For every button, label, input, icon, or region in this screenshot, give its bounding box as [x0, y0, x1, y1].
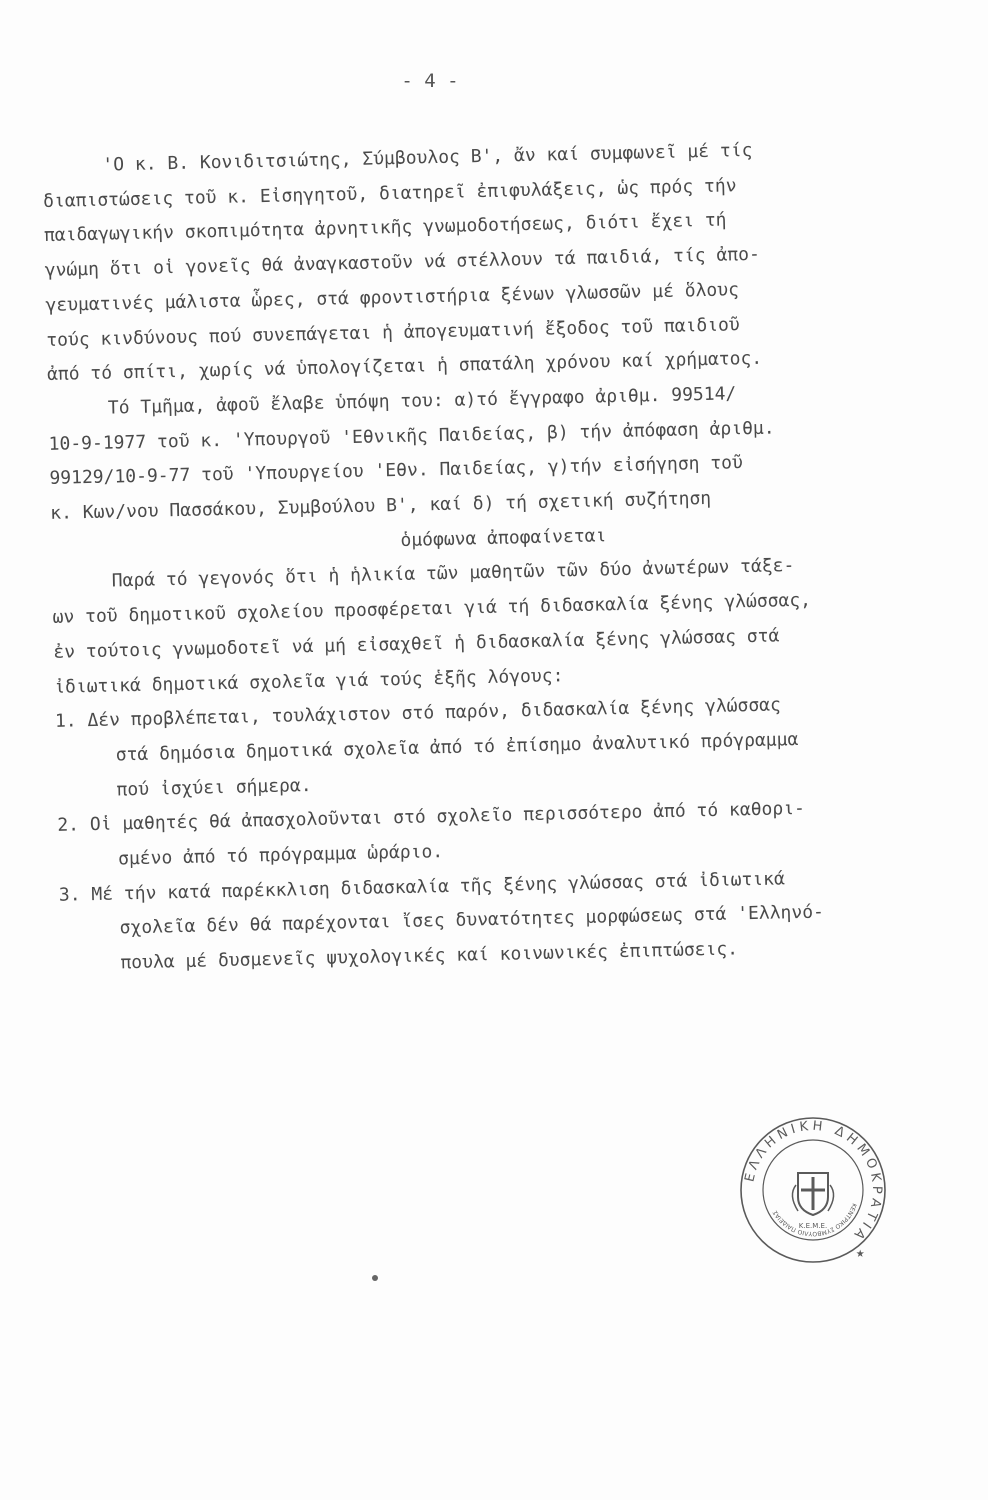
stamp-inner-text: ΚΕΝΤΡΙΚΟ ΣΥΜΒΟΥΛΙΟ ΠΑΙΔΕΙΑΣ [771, 1202, 858, 1238]
text-line: παιδαγωγικήν σκοπιμότητα ἀρνητικῆς γνωμοδοτήσεως, διότι ἔχει τή [43, 209, 727, 247]
page-number: - 4 - [401, 70, 459, 92]
text-line: 2. Οἱ μαθητές θά ἀπασχολοῦνται στό σχολεῖο περισσότερο ἀπό τό καθορι- [57, 798, 806, 837]
decision-heading: ὁμόφωνα ἀποφαίνεται [400, 525, 607, 551]
text-line: Τό Τμῆμα, ἀφοῦ ἔλαβε ὑπόψη του: α)τό ἔγγραφο ἀριθμ. 99514/ [107, 383, 737, 419]
text-line: σμένο ἀπό τό πρόγραμμα ὡράριο. [117, 841, 444, 870]
text-line: κ. Κων/νου Πασσάκου, Συμβούλου Β', καί δ) τή σχετική συζήτηση [50, 487, 712, 524]
text-line: διαπιστώσεις τοῦ κ. Εἰσηγητοῦ, διατηρεῖ ἐπιφυλάξεις, ὡς πρός τήν [42, 174, 737, 212]
cross-icon [801, 1177, 825, 1210]
text-line: 1. Δέν προβλέπεται, τουλάχιστον στό παρόν, διδασκαλία ξένης γλώσσας [54, 694, 782, 733]
text-line: 3. Μέ τήν κατά παρέκκλιση διδασκαλία τῆς ξένης γλώσσας στά ἰδιωτικά [58, 868, 786, 906]
text-line: γνώμη ὅτι οἱ γονεῖς θά ἀναγκαστοῦν νά στέλλουν τά παιδιά, τίς ἀπο- [44, 243, 761, 282]
text-line: Παρά τό γεγονός ὅτι ἡ ἡλικία τῶν μαθητῶν τῶν δύο ἀνωτέρων τάξε- [111, 555, 795, 592]
text-line: πουλα μέ δυσμενεῖς ψυχολογικές καί κοινωνικές ἐπιπτώσεις. [120, 938, 739, 974]
text-line: στά δημόσια δημοτικά σχολεῖα ἀπό τό ἐπίσημο ἀναλυτικό πρόγραμμα [115, 728, 799, 766]
document-body [42, 129, 966, 982]
text-line: 10-9-1977 τοῦ κ. 'Υπουργοῦ 'Εθνικῆς Παιδείας, β) τήν ἀπόφαση ἀριθμ. [48, 417, 775, 455]
list-item [59, 858, 966, 983]
star-icon: ★ [856, 1245, 865, 1261]
text-line: σχολεῖα δέν θά παρέχονται ἴσες δυνατότητες μορφώσεως στά 'Ελληνό- [119, 901, 825, 939]
text-line: πού ἰσχύει σήμερα. [116, 774, 312, 801]
text-line: 99129/10-9-77 τοῦ 'Υπουργείου 'Εθν. Παιδείας, γ)τήν εἰσήγηση τοῦ [49, 452, 744, 490]
text-line: ων τοῦ δημοτικοῦ σχολείου προσφέρεται γιά τή διδασκαλία ξένης γλώσσας, [52, 589, 812, 629]
text-line: ἰδιωτικά δημοτικά σχολεῖα γιά τούς ἑξῆς λόγους: [53, 664, 564, 698]
text-line: τούς κινδύνους πού συνεπάγεται ἡ ἀπογευματινή ἔξοδος τοῦ παιδιοῦ [46, 313, 740, 351]
list-item [55, 685, 962, 810]
text-line: γευματινές μάλιστα ὧρες, στά φροντιστήρια ξένων γλωσσῶν μέ ὅλους [45, 279, 740, 316]
text-line: ἐν τούτοις γνωμοδοτεῖ νά μή εἰσαχθεῖ ἡ διδασκαλία ξένης γλώσσας στά [53, 625, 780, 663]
stamp-ring-text: ΕΛΛΗΝΙΚΗ ΔΗΜΟΚΡΑΤΙΑ [742, 1118, 885, 1245]
ink-dot [372, 1275, 378, 1281]
text-line: 'Ο κ. Β. Κονιδιτσιώτης, Σύμβουλος Β', ἄν καί συμφωνεῖ μέ τίς [102, 139, 753, 176]
text-line: ἀπό τό σπίτι, χωρίς νά ὑπολογίζεται ἡ σπατάλη χρόνου καί χρήματος. [46, 347, 763, 386]
stamp-bottom-text: Κ.Ε.Μ.Ε. [798, 1222, 828, 1230]
official-stamp [738, 1115, 888, 1265]
